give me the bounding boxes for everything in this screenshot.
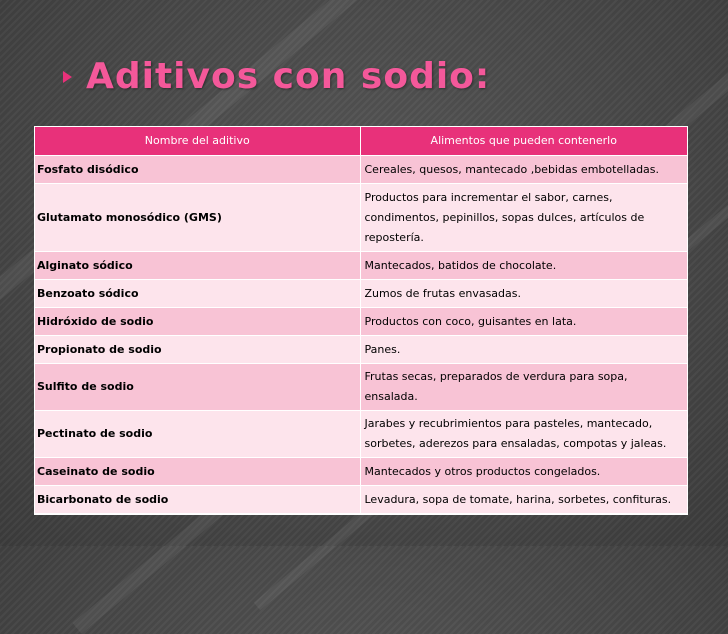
- table-row: [35, 486, 687, 514]
- header-foods: Alimentos que pueden contenerlo: [360, 127, 687, 156]
- additive-name-cell: Propionato de sodio: [35, 336, 360, 364]
- additives-table-container: [34, 126, 688, 515]
- table-row: [35, 184, 687, 252]
- table-row: [35, 280, 687, 308]
- foods-cell: Panes.: [360, 336, 687, 364]
- foods-cell: Mantecados y otros productos congelados.: [360, 458, 687, 486]
- additive-name-cell: Glutamato monosódico (GMS): [35, 184, 360, 252]
- additive-name-cell: Hidróxido de sodio: [35, 308, 360, 336]
- additives-table: [35, 127, 687, 514]
- table-row: [35, 252, 687, 280]
- additive-name-cell: Benzoato sódico: [35, 280, 360, 308]
- foods-cell: Zumos de frutas envasadas.: [360, 280, 687, 308]
- additive-name-cell: Fosfato disódico: [35, 156, 360, 184]
- table-row: [35, 364, 687, 411]
- slide-title: Aditivos con sodio:: [86, 56, 491, 97]
- foods-cell: Productos con coco, guisantes en lata.: [360, 308, 687, 336]
- foods-cell: Frutas secas, preparados de verdura para sopa, ensalada.: [360, 364, 687, 411]
- additive-name-cell: Pectinato de sodio: [35, 411, 360, 458]
- table-row: [35, 308, 687, 336]
- table-row: [35, 156, 687, 184]
- foods-cell: Productos para incrementar el sabor, carnes, condimentos, pepinillos, sopas dulces, artículos de repostería.: [360, 184, 687, 252]
- slide-title-row: [63, 56, 490, 97]
- foods-cell: Cereales, quesos, mantecado ,bebidas embotelladas.: [360, 156, 687, 184]
- additive-name-cell: Caseinato de sodio: [35, 458, 360, 486]
- table-row: [35, 458, 687, 486]
- foods-cell: Mantecados, batidos de chocolate.: [360, 252, 687, 280]
- foods-cell: Levadura, sopa de tomate, harina, sorbetes, confituras.: [360, 486, 687, 514]
- foods-cell: Jarabes y recubrimientos para pasteles, mantecado, sorbetes, aderezos para ensaladas, compotas y jaleas.: [360, 411, 687, 458]
- additive-name-cell: Bicarbonato de sodio: [35, 486, 360, 514]
- additive-name-cell: Sulfito de sodio: [35, 364, 360, 411]
- additive-name-cell: Alginato sódico: [35, 252, 360, 280]
- header-additive-name: Nombre del aditivo: [35, 127, 360, 156]
- table-row: [35, 336, 687, 364]
- table-row: [35, 411, 687, 458]
- table-header-row: [35, 127, 687, 156]
- bullet-arrow-icon: [63, 71, 72, 83]
